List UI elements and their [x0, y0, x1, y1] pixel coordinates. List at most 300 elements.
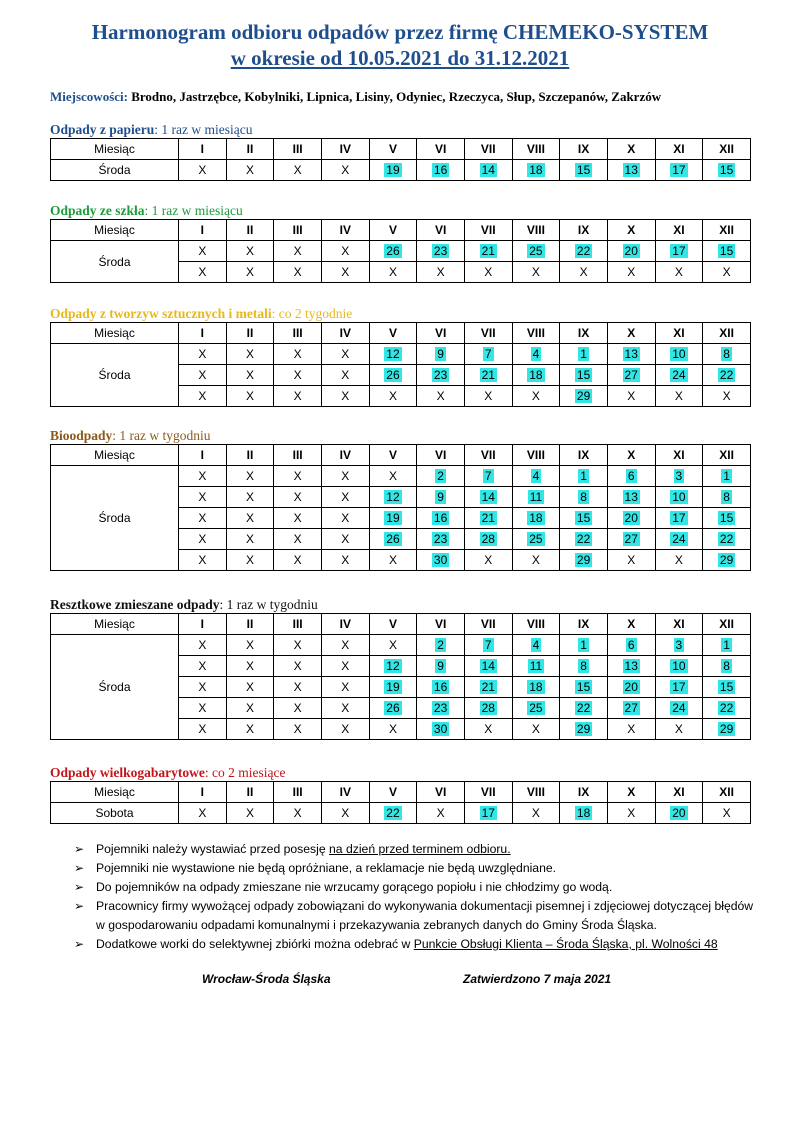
pickup-date: 17 [672, 511, 686, 525]
table-header-row [51, 614, 751, 635]
no-pickup-mark: X [388, 722, 397, 736]
month-header: VII [464, 782, 512, 803]
month-header: VI [417, 323, 465, 344]
pickup-date: 7 [484, 638, 492, 652]
no-pickup-mark: X [293, 659, 302, 673]
pickup-date: 19 [386, 511, 400, 525]
date-cell [274, 508, 322, 529]
date-cell [560, 365, 608, 386]
date-cell [321, 241, 369, 262]
date-cell [274, 550, 322, 571]
no-pickup-mark: X [341, 532, 350, 546]
date-cell [369, 466, 417, 487]
no-pickup-mark: X [531, 389, 540, 403]
month-header-label: Miesiąc [51, 139, 179, 160]
no-pickup-mark: X [293, 244, 302, 258]
month-header: IV [321, 782, 369, 803]
pickup-date: 29 [719, 722, 734, 736]
section-label-szklo [50, 203, 243, 219]
date-cell [703, 656, 751, 677]
date-cell [703, 529, 751, 550]
date-cell [417, 698, 465, 719]
no-pickup-mark: X [198, 638, 207, 652]
pickup-date: 23 [433, 701, 448, 715]
no-pickup-mark: X [531, 265, 540, 279]
table-row [51, 241, 751, 262]
month-header: V [369, 782, 417, 803]
no-pickup-mark: X [388, 389, 397, 403]
no-pickup-mark: X [341, 389, 350, 403]
notes-list [74, 840, 764, 954]
no-pickup-mark: X [674, 265, 683, 279]
pickup-date: 16 [433, 680, 448, 694]
date-cell [417, 262, 465, 283]
pickup-date: 13 [624, 659, 638, 673]
pickup-date: 22 [719, 368, 734, 382]
date-cell [464, 803, 512, 824]
month-header-label: Miesiąc [51, 782, 179, 803]
no-pickup-mark: X [245, 722, 254, 736]
date-cell [369, 241, 417, 262]
pickup-date: 1 [580, 347, 587, 361]
pickup-date: 18 [576, 806, 591, 820]
date-cell [464, 508, 512, 529]
no-pickup-mark: X [198, 722, 207, 736]
no-pickup-mark: X [722, 806, 731, 820]
month-header: III [274, 445, 322, 466]
date-cell [369, 550, 417, 571]
section-name: Bioodpady [50, 428, 113, 443]
date-cell [417, 160, 465, 181]
no-pickup-mark: X [198, 553, 207, 567]
pickup-date: 15 [719, 680, 734, 694]
schedule-table-tworzywa [50, 322, 751, 407]
month-header: VIII [512, 614, 560, 635]
no-pickup-mark: X [293, 347, 302, 361]
month-header: XII [703, 614, 751, 635]
no-pickup-mark: X [341, 490, 350, 504]
day-label: Środa [51, 241, 179, 283]
no-pickup-mark: X [627, 806, 636, 820]
no-pickup-mark: X [531, 806, 540, 820]
no-pickup-mark: X [484, 265, 493, 279]
pickup-date: 8 [580, 490, 587, 504]
pickup-date: 29 [719, 553, 734, 567]
date-cell [512, 677, 560, 698]
date-cell [560, 508, 608, 529]
date-cell [703, 365, 751, 386]
date-cell [703, 386, 751, 407]
pickup-date: 21 [481, 244, 495, 258]
section-name: Odpady z tworzyw sztucznych i metali [50, 306, 272, 321]
no-pickup-mark: X [293, 490, 302, 504]
footer-approved: Zatwierdzono 7 maja 2021 [463, 972, 612, 986]
date-cell [417, 487, 465, 508]
date-cell [179, 241, 227, 262]
section-name: Odpady wielkogabarytowe [50, 765, 205, 780]
pickup-date: 21 [481, 680, 495, 694]
date-cell [655, 677, 703, 698]
table-row [51, 160, 751, 181]
no-pickup-mark: X [484, 389, 493, 403]
date-cell [274, 698, 322, 719]
month-header: V [369, 220, 417, 241]
date-cell [607, 677, 655, 698]
date-cell [560, 635, 608, 656]
date-cell [369, 803, 417, 824]
pickup-date: 17 [672, 163, 686, 177]
month-header: VI [417, 782, 465, 803]
pickup-date: 14 [481, 659, 495, 673]
date-cell [226, 677, 274, 698]
no-pickup-mark: X [341, 469, 350, 483]
no-pickup-mark: X [245, 680, 254, 694]
date-cell [179, 698, 227, 719]
date-cell [226, 803, 274, 824]
date-cell [512, 656, 560, 677]
date-cell [512, 550, 560, 571]
date-cell [464, 656, 512, 677]
date-cell [703, 508, 751, 529]
arrow-bullet-icon: ➢ [74, 937, 85, 951]
date-cell [607, 656, 655, 677]
date-cell [655, 635, 703, 656]
no-pickup-mark: X [293, 638, 302, 652]
date-cell [274, 386, 322, 407]
no-pickup-mark: X [293, 701, 302, 715]
date-cell [464, 344, 512, 365]
table-header-row [51, 782, 751, 803]
arrow-bullet-icon: ➢ [74, 880, 85, 894]
pickup-date: 15 [719, 163, 734, 177]
date-cell [655, 719, 703, 740]
month-header: IX [560, 782, 608, 803]
note-underlined-text: na dzień przed terminem odbioru. [329, 842, 511, 856]
date-cell [369, 698, 417, 719]
pickup-date: 14 [481, 163, 495, 177]
note-text: Pracownicy firmy wywożącej odpady zobowiązani do wykonywania dokumentacji pisemnej i zdjęciowej dotyczącej błędów w gospodarowaniu odpadami komunalnymi i przekazywania zebranych danych do Gminy Środa Śląska. [96, 899, 754, 932]
day-label: Środa [51, 466, 179, 571]
pickup-date: 1 [580, 469, 587, 483]
page-subtitle-period: w okresie od 10.05.2021 do 31.12.2021 [230, 46, 570, 70]
section-label-bio [50, 428, 211, 444]
month-header: V [369, 323, 417, 344]
table-header-row [51, 139, 751, 160]
date-cell [607, 550, 655, 571]
pickup-date: 25 [529, 701, 543, 715]
pickup-date: 10 [672, 347, 686, 361]
date-cell [226, 698, 274, 719]
date-cell [179, 677, 227, 698]
date-cell [512, 803, 560, 824]
date-cell [607, 365, 655, 386]
pickup-date: 15 [576, 680, 591, 694]
date-cell [179, 365, 227, 386]
pickup-date: 13 [624, 490, 638, 504]
date-cell [464, 698, 512, 719]
no-pickup-mark: X [293, 469, 302, 483]
date-cell [703, 262, 751, 283]
day-label: Sobota [51, 803, 179, 824]
note-text: Dodatkowe worki do selektywnej zbiórki można odebrać w [96, 937, 414, 951]
month-header: XI [655, 139, 703, 160]
no-pickup-mark: X [198, 244, 207, 258]
pickup-date: 20 [624, 511, 638, 525]
note-item [74, 935, 764, 954]
pickup-date: 3 [675, 469, 683, 483]
pickup-date: 9 [437, 347, 444, 361]
date-cell [703, 677, 751, 698]
date-cell [179, 529, 227, 550]
month-header: VI [417, 614, 465, 635]
no-pickup-mark: X [245, 659, 254, 673]
section-label-tworzywa [50, 306, 352, 322]
pickup-date: 28 [481, 532, 495, 546]
pickup-date: 15 [576, 511, 591, 525]
no-pickup-mark: X [341, 511, 350, 525]
date-cell [703, 698, 751, 719]
pickup-date: 1 [580, 638, 587, 652]
month-header: VI [417, 139, 465, 160]
no-pickup-mark: X [198, 532, 207, 546]
date-cell [512, 529, 560, 550]
date-cell [655, 508, 703, 529]
month-header: IX [560, 323, 608, 344]
month-header: VIII [512, 782, 560, 803]
pickup-date: 2 [437, 469, 444, 483]
date-cell [226, 466, 274, 487]
date-cell [321, 719, 369, 740]
section-label-papier [50, 122, 253, 138]
pickup-date: 29 [576, 553, 591, 567]
month-header: IV [321, 614, 369, 635]
pickup-date: 17 [672, 680, 686, 694]
date-cell [321, 677, 369, 698]
date-cell [417, 508, 465, 529]
no-pickup-mark: X [198, 469, 207, 483]
pickup-date: 20 [624, 244, 638, 258]
no-pickup-mark: X [198, 511, 207, 525]
table-row [51, 803, 751, 824]
note-text: Pojemniki należy wystawiać przed posesję [96, 842, 330, 856]
no-pickup-mark: X [341, 722, 350, 736]
date-cell [655, 656, 703, 677]
no-pickup-mark: X [341, 638, 350, 652]
month-header: XI [655, 220, 703, 241]
date-cell [512, 635, 560, 656]
date-cell [703, 550, 751, 571]
no-pickup-mark: X [341, 265, 350, 279]
month-header-label: Miesiąc [51, 220, 179, 241]
month-header: IV [321, 139, 369, 160]
date-cell [607, 529, 655, 550]
section-frequency: : 1 raz w tygodniu [112, 428, 211, 443]
no-pickup-mark: X [245, 469, 254, 483]
date-cell [703, 487, 751, 508]
date-cell [321, 508, 369, 529]
pickup-date: 1 [723, 638, 730, 652]
no-pickup-mark: X [293, 265, 302, 279]
day-label: Środa [51, 635, 179, 740]
date-cell [274, 344, 322, 365]
pickup-date: 11 [529, 659, 543, 673]
pickup-date: 8 [723, 347, 730, 361]
no-pickup-mark: X [293, 163, 302, 177]
date-cell [655, 262, 703, 283]
month-header: XII [703, 220, 751, 241]
no-pickup-mark: X [245, 701, 254, 715]
no-pickup-mark: X [531, 722, 540, 736]
date-cell [417, 719, 465, 740]
pickup-date: 10 [672, 659, 686, 673]
month-header: III [274, 220, 322, 241]
month-header: VII [464, 220, 512, 241]
no-pickup-mark: X [436, 389, 445, 403]
date-cell [226, 529, 274, 550]
date-cell [655, 365, 703, 386]
month-header: IX [560, 139, 608, 160]
pickup-date: 3 [675, 638, 683, 652]
pickup-date: 20 [672, 806, 686, 820]
pickup-date: 18 [529, 511, 543, 525]
pickup-date: 4 [532, 347, 540, 361]
month-header: VII [464, 139, 512, 160]
no-pickup-mark: X [245, 638, 254, 652]
no-pickup-mark: X [484, 722, 493, 736]
date-cell [274, 656, 322, 677]
date-cell [464, 262, 512, 283]
no-pickup-mark: X [627, 722, 636, 736]
pickup-date: 27 [624, 532, 638, 546]
date-cell [703, 344, 751, 365]
date-cell [321, 160, 369, 181]
no-pickup-mark: X [245, 368, 254, 382]
pickup-date: 10 [672, 490, 686, 504]
date-cell [179, 635, 227, 656]
pickup-date: 22 [576, 244, 591, 258]
pickup-date: 24 [672, 701, 686, 715]
date-cell [369, 365, 417, 386]
date-cell [274, 529, 322, 550]
pickup-date: 15 [719, 244, 734, 258]
month-header: XI [655, 323, 703, 344]
date-cell [607, 344, 655, 365]
date-cell [226, 635, 274, 656]
date-cell [512, 160, 560, 181]
date-cell [464, 635, 512, 656]
pickup-date: 26 [386, 532, 400, 546]
month-header: X [607, 445, 655, 466]
section-name: Resztkowe zmieszane odpady [50, 597, 220, 612]
no-pickup-mark: X [198, 680, 207, 694]
no-pickup-mark: X [293, 368, 302, 382]
date-cell [369, 656, 417, 677]
month-header: II [226, 323, 274, 344]
no-pickup-mark: X [293, 511, 302, 525]
pickup-date: 18 [529, 680, 543, 694]
pickup-date: 7 [484, 469, 492, 483]
date-cell [321, 365, 369, 386]
note-item [74, 878, 764, 897]
month-header: X [607, 323, 655, 344]
pickup-date: 21 [481, 511, 495, 525]
no-pickup-mark: X [198, 490, 207, 504]
date-cell [369, 262, 417, 283]
date-cell [560, 386, 608, 407]
month-header: VIII [512, 445, 560, 466]
no-pickup-mark: X [245, 389, 254, 403]
month-header: VII [464, 614, 512, 635]
no-pickup-mark: X [341, 553, 350, 567]
no-pickup-mark: X [341, 680, 350, 694]
date-cell [560, 529, 608, 550]
no-pickup-mark: X [341, 806, 350, 820]
no-pickup-mark: X [627, 389, 636, 403]
pickup-date: 24 [672, 532, 686, 546]
date-cell [274, 635, 322, 656]
date-cell [417, 344, 465, 365]
date-cell [226, 508, 274, 529]
no-pickup-mark: X [245, 532, 254, 546]
note-item [74, 859, 764, 878]
month-header: XII [703, 782, 751, 803]
no-pickup-mark: X [245, 265, 254, 279]
date-cell [607, 262, 655, 283]
date-cell [512, 487, 560, 508]
no-pickup-mark: X [388, 553, 397, 567]
pickup-date: 25 [529, 244, 543, 258]
date-cell [369, 386, 417, 407]
date-cell [607, 635, 655, 656]
no-pickup-mark: X [245, 806, 254, 820]
date-cell [226, 719, 274, 740]
no-pickup-mark: X [341, 659, 350, 673]
date-cell [274, 803, 322, 824]
no-pickup-mark: X [245, 511, 254, 525]
pickup-date: 23 [433, 368, 448, 382]
table-row [51, 466, 751, 487]
section-frequency: : co 2 miesiące [204, 765, 286, 780]
month-header: I [179, 220, 227, 241]
date-cell [655, 698, 703, 719]
month-header: V [369, 139, 417, 160]
no-pickup-mark: X [198, 368, 207, 382]
date-cell [321, 698, 369, 719]
month-header: I [179, 445, 227, 466]
month-header: XII [703, 323, 751, 344]
pickup-date: 26 [386, 368, 400, 382]
pickup-date: 25 [529, 532, 543, 546]
date-cell [417, 656, 465, 677]
date-cell [369, 529, 417, 550]
pickup-date: 2 [437, 638, 444, 652]
schedule-table-szklo [50, 219, 751, 283]
date-cell [512, 698, 560, 719]
month-header: VIII [512, 220, 560, 241]
date-cell [226, 365, 274, 386]
table-header-row [51, 445, 751, 466]
date-cell [417, 466, 465, 487]
pickup-date: 26 [386, 244, 400, 258]
date-cell [655, 803, 703, 824]
date-cell [274, 466, 322, 487]
no-pickup-mark: X [388, 469, 397, 483]
date-cell [512, 365, 560, 386]
date-cell [226, 241, 274, 262]
pickup-date: 19 [386, 163, 400, 177]
date-cell [655, 466, 703, 487]
pickup-date: 30 [433, 553, 448, 567]
